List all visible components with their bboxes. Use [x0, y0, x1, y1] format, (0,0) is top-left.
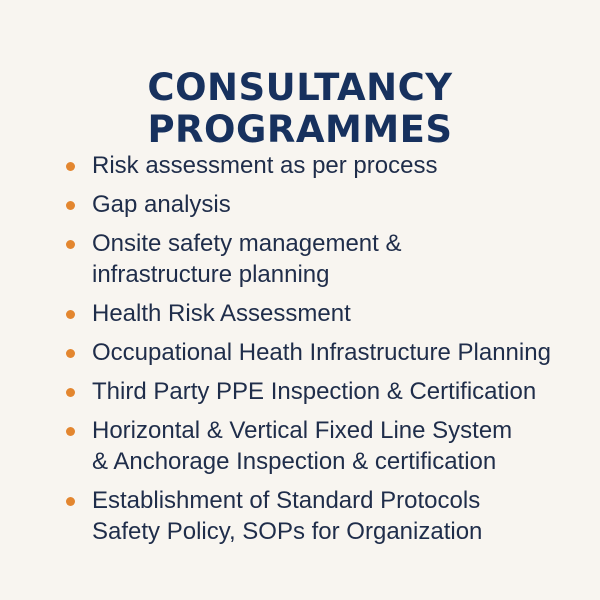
list-item-text: Third Party PPE Inspection & Certification	[92, 378, 537, 405]
list-item-standard-protocols	[66, 485, 586, 547]
bullet-icon	[66, 349, 75, 358]
list-item-risk-assessment	[66, 150, 586, 181]
list-item-occupational-health	[66, 337, 586, 368]
list-item-text: Occupational Heath Infrastructure Planning	[92, 339, 551, 366]
programme-list	[66, 150, 586, 555]
list-item-text-continued: infrastructure planning	[92, 261, 330, 288]
list-item-health-risk	[66, 298, 586, 329]
list-item-fixed-line-system	[66, 415, 586, 477]
bullet-icon	[66, 310, 75, 319]
list-item-text: Establishment of Standard Protocols	[92, 487, 481, 514]
title-line-1: CONSULTANCY	[147, 65, 453, 109]
list-item-text: Risk assessment as per process	[92, 152, 438, 179]
bullet-icon	[66, 427, 75, 436]
bullet-icon	[66, 388, 75, 397]
bullet-icon	[66, 497, 75, 506]
bullet-icon	[66, 162, 75, 171]
list-item-gap-analysis	[66, 189, 586, 220]
title-line-2: PROGRAMMES	[147, 107, 453, 151]
page-title	[0, 67, 600, 151]
list-item-text: Health Risk Assessment	[92, 300, 351, 327]
bullet-icon	[66, 240, 75, 249]
bullet-icon	[66, 201, 75, 210]
list-item-text: Horizontal & Vertical Fixed Line System	[92, 417, 513, 444]
list-item-text-continued: & Anchorage Inspection & certification	[92, 448, 497, 475]
list-item-ppe-inspection	[66, 376, 586, 407]
list-item-text: Gap analysis	[92, 191, 231, 218]
list-item-text: Onsite safety management &	[92, 230, 402, 257]
list-item-text-continued: Safety Policy, SOPs for Organization	[92, 518, 483, 545]
list-item-onsite-safety	[66, 228, 586, 290]
